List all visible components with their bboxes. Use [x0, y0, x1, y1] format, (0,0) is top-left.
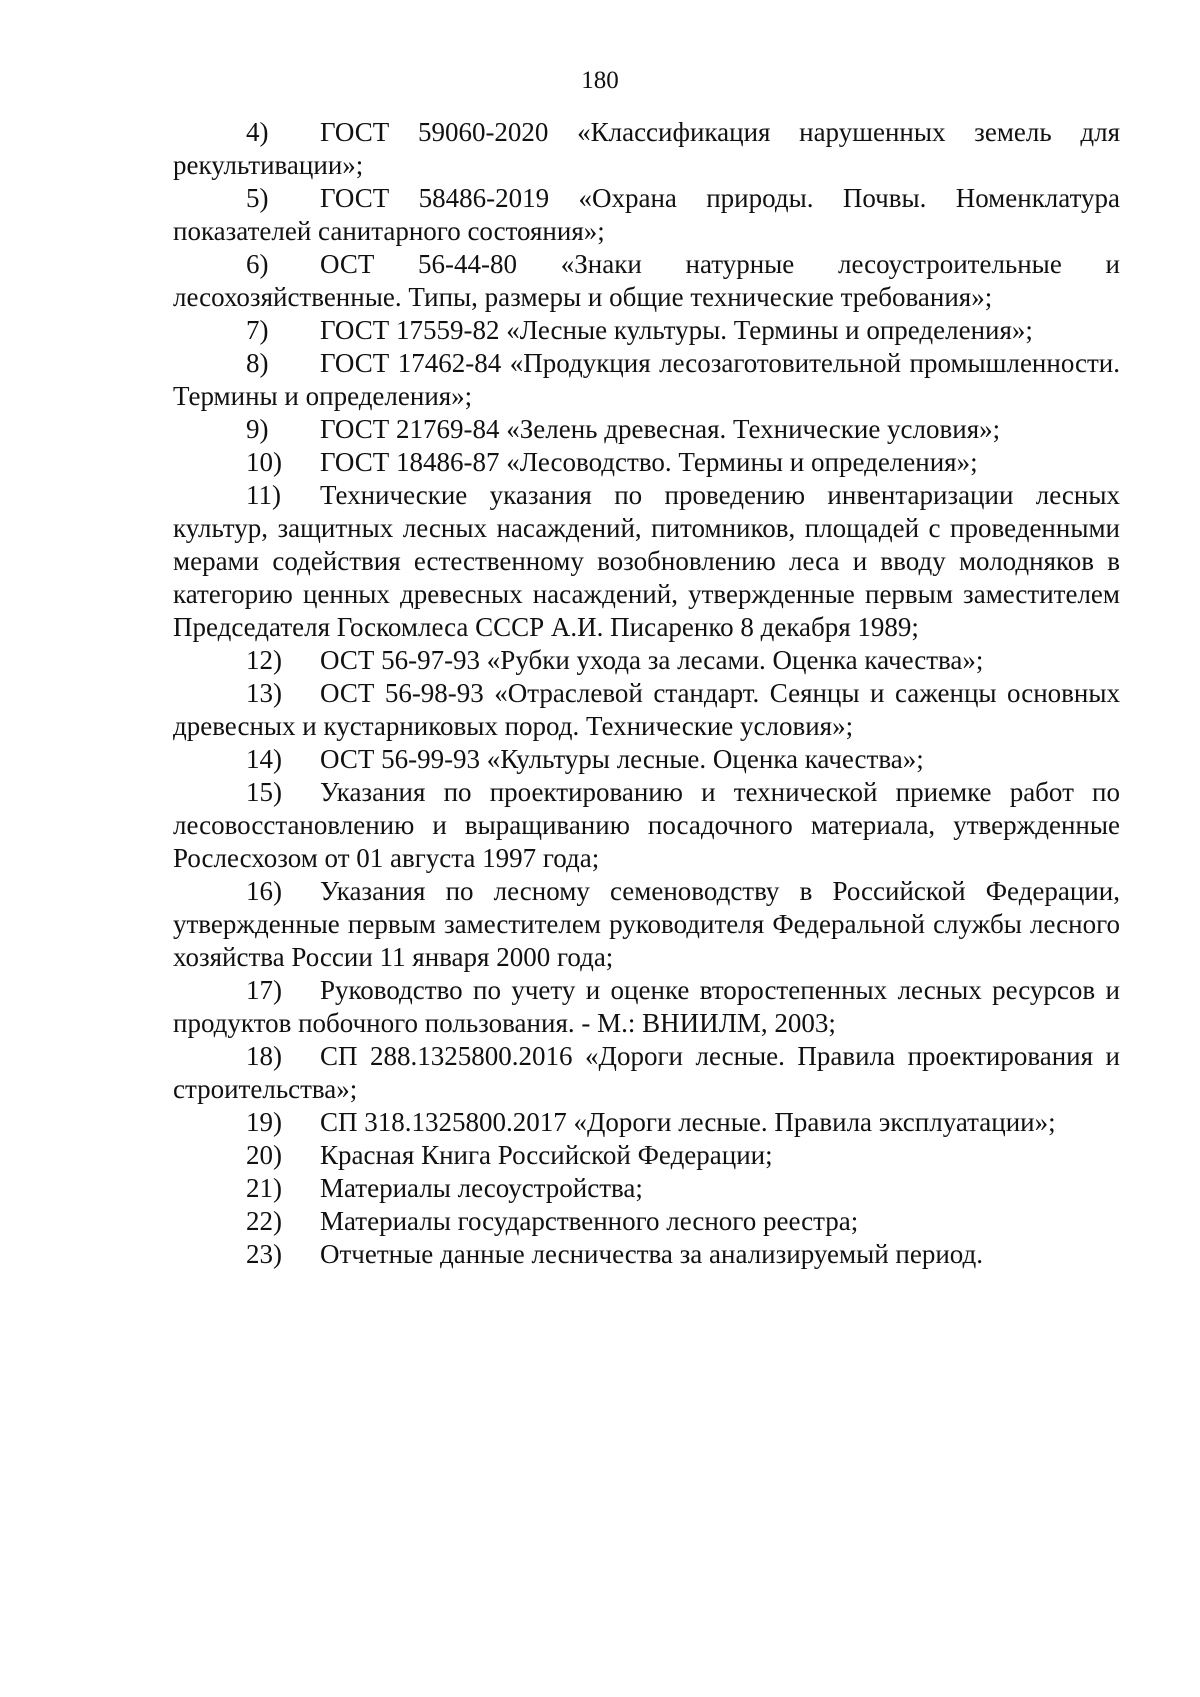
item-number: 17): [246, 975, 282, 1005]
list-item: [173, 347, 1120, 413]
item-number: 11): [246, 480, 281, 510]
item-number: 6): [246, 249, 269, 279]
item-number: 10): [246, 447, 282, 477]
list-item: [173, 1040, 1120, 1106]
item-text: ГОСТ 18486-87 «Лесоводство. Термины и определения»;: [320, 447, 978, 477]
list-item: [173, 446, 1120, 479]
item-text: Указания по проектированию и технической приемке работ по лесовосстановлению и выращиванию посадочного материала, утвержденные Рослесхозом от 01 августа 1997 года;: [173, 777, 1120, 873]
list-item: [173, 743, 1120, 776]
item-number: 9): [246, 414, 269, 444]
item-text: СП 288.1325800.2016 «Дороги лесные. Правила проектирования и строительства»;: [173, 1041, 1120, 1104]
item-text: Красная Книга Российской Федерации;: [320, 1140, 773, 1170]
item-text: Указания по лесному семеноводству в Российской Федерации, утвержденные первым заместителем руководителя Федеральной службы лесного хозяйства России 11 января 2000 года;: [173, 876, 1120, 972]
list-item: [173, 116, 1120, 182]
item-number: 4): [246, 117, 269, 147]
item-number: 12): [246, 645, 282, 675]
item-text: Отчетные данные лесничества за анализируемый период.: [320, 1239, 984, 1269]
list-item: [173, 974, 1120, 1040]
list-item: [173, 1106, 1120, 1139]
item-number: 22): [246, 1206, 282, 1236]
list-item: [173, 314, 1120, 347]
list-item: [173, 644, 1120, 677]
item-number: 23): [246, 1239, 282, 1269]
item-text: СП 318.1325800.2017 «Дороги лесные. Правила эксплуатации»;: [320, 1107, 1056, 1137]
list-item: [173, 413, 1120, 446]
reference-list: [173, 116, 1120, 1271]
list-item: [173, 1139, 1120, 1172]
item-text: ГОСТ 59060-2020 «Классификация нарушенных земель для рекультивации»;: [173, 117, 1120, 180]
item-text: Материалы лесоустройства;: [320, 1173, 643, 1203]
item-text: Материалы государственного лесного реестра;: [320, 1206, 859, 1236]
item-number: 13): [246, 678, 282, 708]
item-number: 5): [246, 183, 269, 213]
list-item: [173, 1172, 1120, 1205]
item-text: ОСТ 56-99-93 «Культуры лесные. Оценка качества»;: [320, 744, 924, 774]
item-number: 19): [246, 1107, 282, 1137]
list-item: [173, 248, 1120, 314]
list-item: [173, 875, 1120, 974]
item-text: ОСТ 56-97-93 «Рубки ухода за лесами. Оценка качества»;: [320, 645, 984, 675]
list-item: [173, 479, 1120, 644]
item-number: 18): [246, 1041, 282, 1071]
item-number: 15): [246, 777, 282, 807]
item-text: Руководство по учету и оценке второстепенных лесных ресурсов и продуктов побочного пользования. - М.: ВНИИЛМ, 2003;: [173, 975, 1120, 1038]
item-text: ГОСТ 17559-82 «Лесные культуры. Термины и определения»;: [320, 315, 1033, 345]
item-text: ГОСТ 17462-84 «Продукция лесозаготовительной промышленности. Термины и определения»;: [173, 348, 1120, 411]
item-text: ГОСТ 58486-2019 «Охрана природы. Почвы. Номенклатура показателей санитарного состояния»;: [173, 183, 1120, 246]
item-text: Технические указания по проведению инвентаризации лесных культур, защитных лесных насаждений, питомников, площадей с проведенными мерами содействия естественному возобновлению леса и вводу молодняков в категорию ценных древесных насаждений, утвержденные первым заместителем Председателя Госкомлеса СССР А.И. Писаренко 8 декабря 1989;: [173, 480, 1120, 642]
item-text: ГОСТ 21769-84 «Зелень древесная. Технические условия»;: [320, 414, 1001, 444]
item-number: 20): [246, 1140, 282, 1170]
list-item: [173, 1238, 1120, 1271]
item-text: ОСТ 56-44-80 «Знаки натурные лесоустроительные и лесохозяйственные. Типы, размеры и общие технические требования»;: [173, 249, 1120, 312]
item-text: ОСТ 56-98-93 «Отраслевой стандарт. Сеянцы и саженцы основных древесных и кустарниковых пород. Технические условия»;: [173, 678, 1120, 741]
item-number: 21): [246, 1173, 282, 1203]
list-item: [173, 182, 1120, 248]
list-item: [173, 677, 1120, 743]
list-item: [173, 1205, 1120, 1238]
item-number: 8): [246, 348, 269, 378]
item-number: 7): [246, 315, 269, 345]
page-number: 180: [581, 67, 619, 94]
list-item: [173, 776, 1120, 875]
item-number: 14): [246, 744, 282, 774]
item-number: 16): [246, 876, 282, 906]
